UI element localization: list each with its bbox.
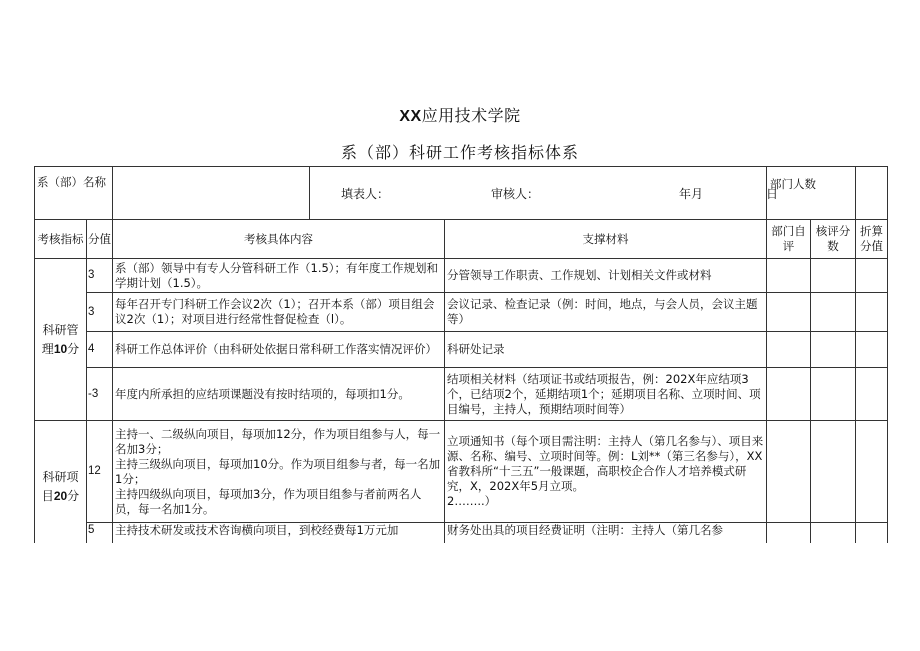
converted-cell <box>856 332 888 368</box>
col-content: 考核具体内容 <box>113 220 445 259</box>
reviewer-label: 审核人： <box>491 187 540 201</box>
row-score: 3 <box>87 259 113 293</box>
self-eval-cell <box>767 332 811 368</box>
self-eval-cell <box>767 421 811 523</box>
table-row <box>35 332 888 368</box>
info-fields <box>113 167 779 220</box>
row-content: 科研工作总体评价（由科研处依据日常科研工作落实情况评价） <box>113 332 445 368</box>
converted-cell <box>856 368 888 421</box>
row-content: 系（部）领导中有专人分管科研工作（1.5）；有年度工作规划和学期计划（1.5）。 <box>113 259 445 293</box>
col-score: 分值 <box>87 220 113 259</box>
row-material: 分管领导工作职责、工作规划、计划相关文件或材料 <box>445 259 767 293</box>
row-score: 4 <box>87 332 113 368</box>
evaluation-table <box>34 166 888 553</box>
row-content: 主持技术研发或技术咨询横向项目，到校经费每1万元加 <box>113 523 445 553</box>
page-cutoff <box>0 543 920 651</box>
row-material: 结项相关材料（结项证书或结项报告，例：202X年应结项3个，已结项2个，延期结项1个；延期项目名称、立项时间、项目编号，主持人，预期结项时间等） <box>445 368 767 421</box>
row-score: 12 <box>87 421 113 523</box>
dept-count-label: 部门人数 <box>767 167 856 220</box>
review-cell <box>811 293 856 332</box>
review-cell <box>811 332 856 368</box>
info-row <box>35 167 888 220</box>
row-score: 3 <box>87 293 113 332</box>
table-row <box>35 421 888 523</box>
col-material: 支撑材料 <box>445 220 767 259</box>
table-row <box>35 368 888 421</box>
row-content: 每年召开专门科研工作会议2次（1）；召开本系（部）项目组会议2次（1）；对项目进行经常性督促检查（l）。 <box>113 293 445 332</box>
row-score: -3 <box>87 368 113 421</box>
review-cell <box>811 421 856 523</box>
column-header-row <box>35 220 888 259</box>
col-converted: 折算分值 <box>856 220 888 259</box>
converted-cell <box>856 293 888 332</box>
document-title: XX应用技术学院 <box>399 106 521 125</box>
dept-count-value <box>856 167 888 220</box>
dept-name-label: 系（部）名称 <box>35 167 113 220</box>
col-indicator: 考核指标 <box>35 220 87 259</box>
row-material: 财务处出具的项目经费证明（注明：主持人（第几名参 <box>445 523 767 553</box>
row-content: 年度内所承担的应结项课题没有按时结项的，每项扣1分。 <box>113 368 445 421</box>
document-subtitle: 系（部）科研工作考核指标体系 <box>340 143 579 162</box>
self-eval-cell <box>767 368 811 421</box>
category-research-management: 科研管理10分 <box>35 259 87 421</box>
col-review-score: 核评分数 <box>811 220 856 259</box>
row-material: 会议记录、检查记录（例：时间，地点，与会人员，会议主题等） <box>445 293 767 332</box>
col-self-eval: 部门自评 <box>767 220 811 259</box>
filler-label: 填表人： <box>341 187 390 201</box>
date-year-month: 年月 <box>679 187 704 201</box>
category-research-projects: 科研项目20分 <box>35 421 87 553</box>
row-material: 科研处记录 <box>445 332 767 368</box>
row-score: 5 <box>87 523 113 553</box>
table-row <box>35 293 888 332</box>
review-cell <box>811 259 856 293</box>
row-material: 立项通知书（每个项目需注明：主持人（第几名参与）、项目来源、名称、编号、立项时间等。例：L刘**（第三名参与），XX省教科所“十三五”一般课题，高职校企合作人才培养模式研究，X，202X年5月立项。 2……..） <box>445 421 767 523</box>
date-day: 日 <box>766 187 779 201</box>
table-row <box>35 259 888 293</box>
self-eval-cell <box>767 293 811 332</box>
converted-cell <box>856 421 888 523</box>
self-eval-cell <box>767 259 811 293</box>
converted-cell <box>856 259 888 293</box>
review-cell <box>811 368 856 421</box>
row-content: 主持一、二级纵向项目，每项加12分，作为项目组参与人，每一名加3分； 主持三级纵向项目，每项加10分。作为项目组参与者，每一名加1分； 主持四级纵向项目，每项加3分，作为项目组参与者前两名人员，每一名加1分。 <box>113 421 445 523</box>
